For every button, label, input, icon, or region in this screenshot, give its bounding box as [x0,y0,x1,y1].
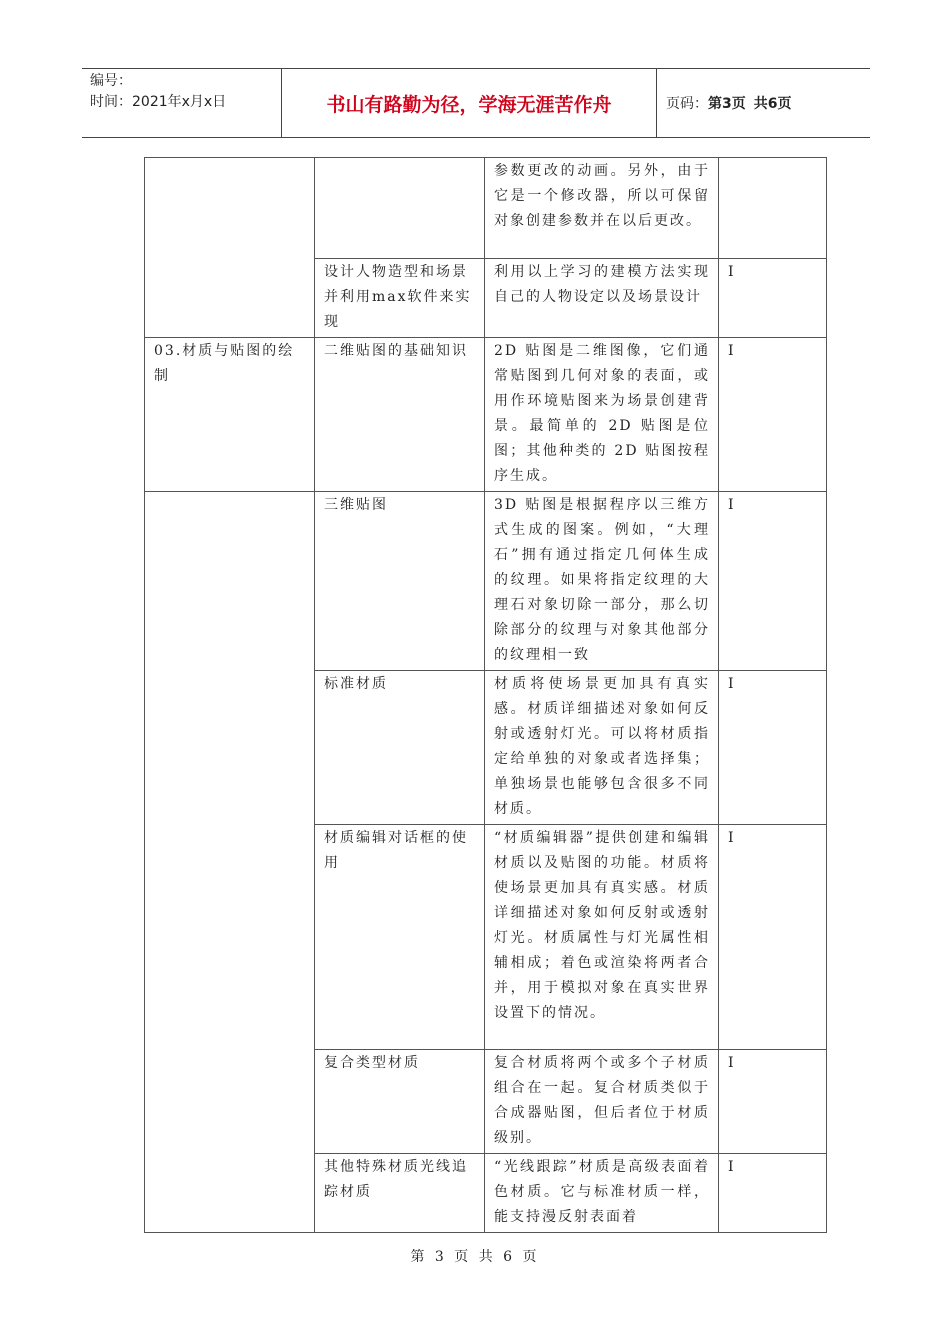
description-cell: “光线跟踪”材质是高级表面着色材质。它与标准材质一样，能支持漫反射表面着 [485,1154,719,1233]
topic-cell: 其他特殊材质光线追踪材质 [315,1154,485,1233]
page-prefix: 页码： [666,96,708,112]
topic-cell: 三维贴图 [315,492,485,671]
page-current: 第3页 [708,96,746,112]
topic-cell [315,158,485,259]
description-cell: 3D 贴图是根据程序以三维方式生成的图案。例如，“大理石”拥有通过指定几何体生成的纹理。如果将指定纹理的大理石对象切除一部分，那么切除部分的纹理与对象其他部分的纹理相一致 [485,492,719,671]
table-row [145,338,827,492]
description-cell: 复合材质将两个或多个子材质组合在一起。复合材质类似于合成器贴图，但后者位于材质级别。 [485,1050,719,1154]
topic-cell: 复合类型材质 [315,1050,485,1154]
topic-cell: 设计人物造型和场景并利用max软件来实现 [315,259,485,338]
chapter-cell [145,492,315,1233]
topic-cell: 二维贴图的基础知识 [315,338,485,492]
level-cell: I [719,338,827,492]
description-cell: 利用以上学习的建模方法实现自己的人物设定以及场景设计 [485,259,719,338]
chapter-cell [145,158,315,338]
chapter-cell: 03.材质与贴图的绘制 [145,338,315,492]
description-cell: 参数更改的动画。另外，由于它是一个修改器，所以可保留对象创建参数并在以后更改。 [485,158,719,259]
level-cell: I [719,1050,827,1154]
level-cell: I [719,492,827,671]
page-header [82,68,870,138]
header-page-info [656,69,870,137]
page-total: 共6页 [753,96,792,112]
page-footer: 第 3 页 共 6 页 [410,1249,540,1265]
number-label: 编号： [90,73,132,89]
table-row [145,492,827,671]
level-cell: I [719,825,827,1050]
topic-cell: 材质编辑对话框的使用 [315,825,485,1050]
level-cell [719,158,827,259]
course-table [144,157,827,1233]
table-row [145,158,827,259]
description-cell: “材质编辑器”提供创建和编辑材质以及贴图的功能。材质将使场景更加具有真实感。材质详细描述对象如何反射或透射灯光。材质属性与灯光属性相辅相成；着色或渲染将两者合并，用于模拟对象在真实世界设置下的情况。 [485,825,719,1050]
level-cell: I [719,1154,827,1233]
description-cell: 2D 贴图是二维图像，它们通常贴图到几何对象的表面，或用作环境贴图来为场景创建背景。最简单的 2D 贴图是位图；其他种类的 2D 贴图按程序生成。 [485,338,719,492]
description-cell: 材质将使场景更加具有真实感。材质详细描述对象如何反射或透射灯光。可以将材质指定给单独的对象或者选择集；单独场景也能够包含很多不同材质。 [485,671,719,825]
header-motto: 书山有路勤为径，学海无涯苦作舟 [282,69,657,137]
level-cell: I [719,671,827,825]
topic-cell: 标准材质 [315,671,485,825]
header-info [82,69,282,137]
level-cell: I [719,259,827,338]
date-label: 时间：2021年x月x日 [90,94,227,110]
